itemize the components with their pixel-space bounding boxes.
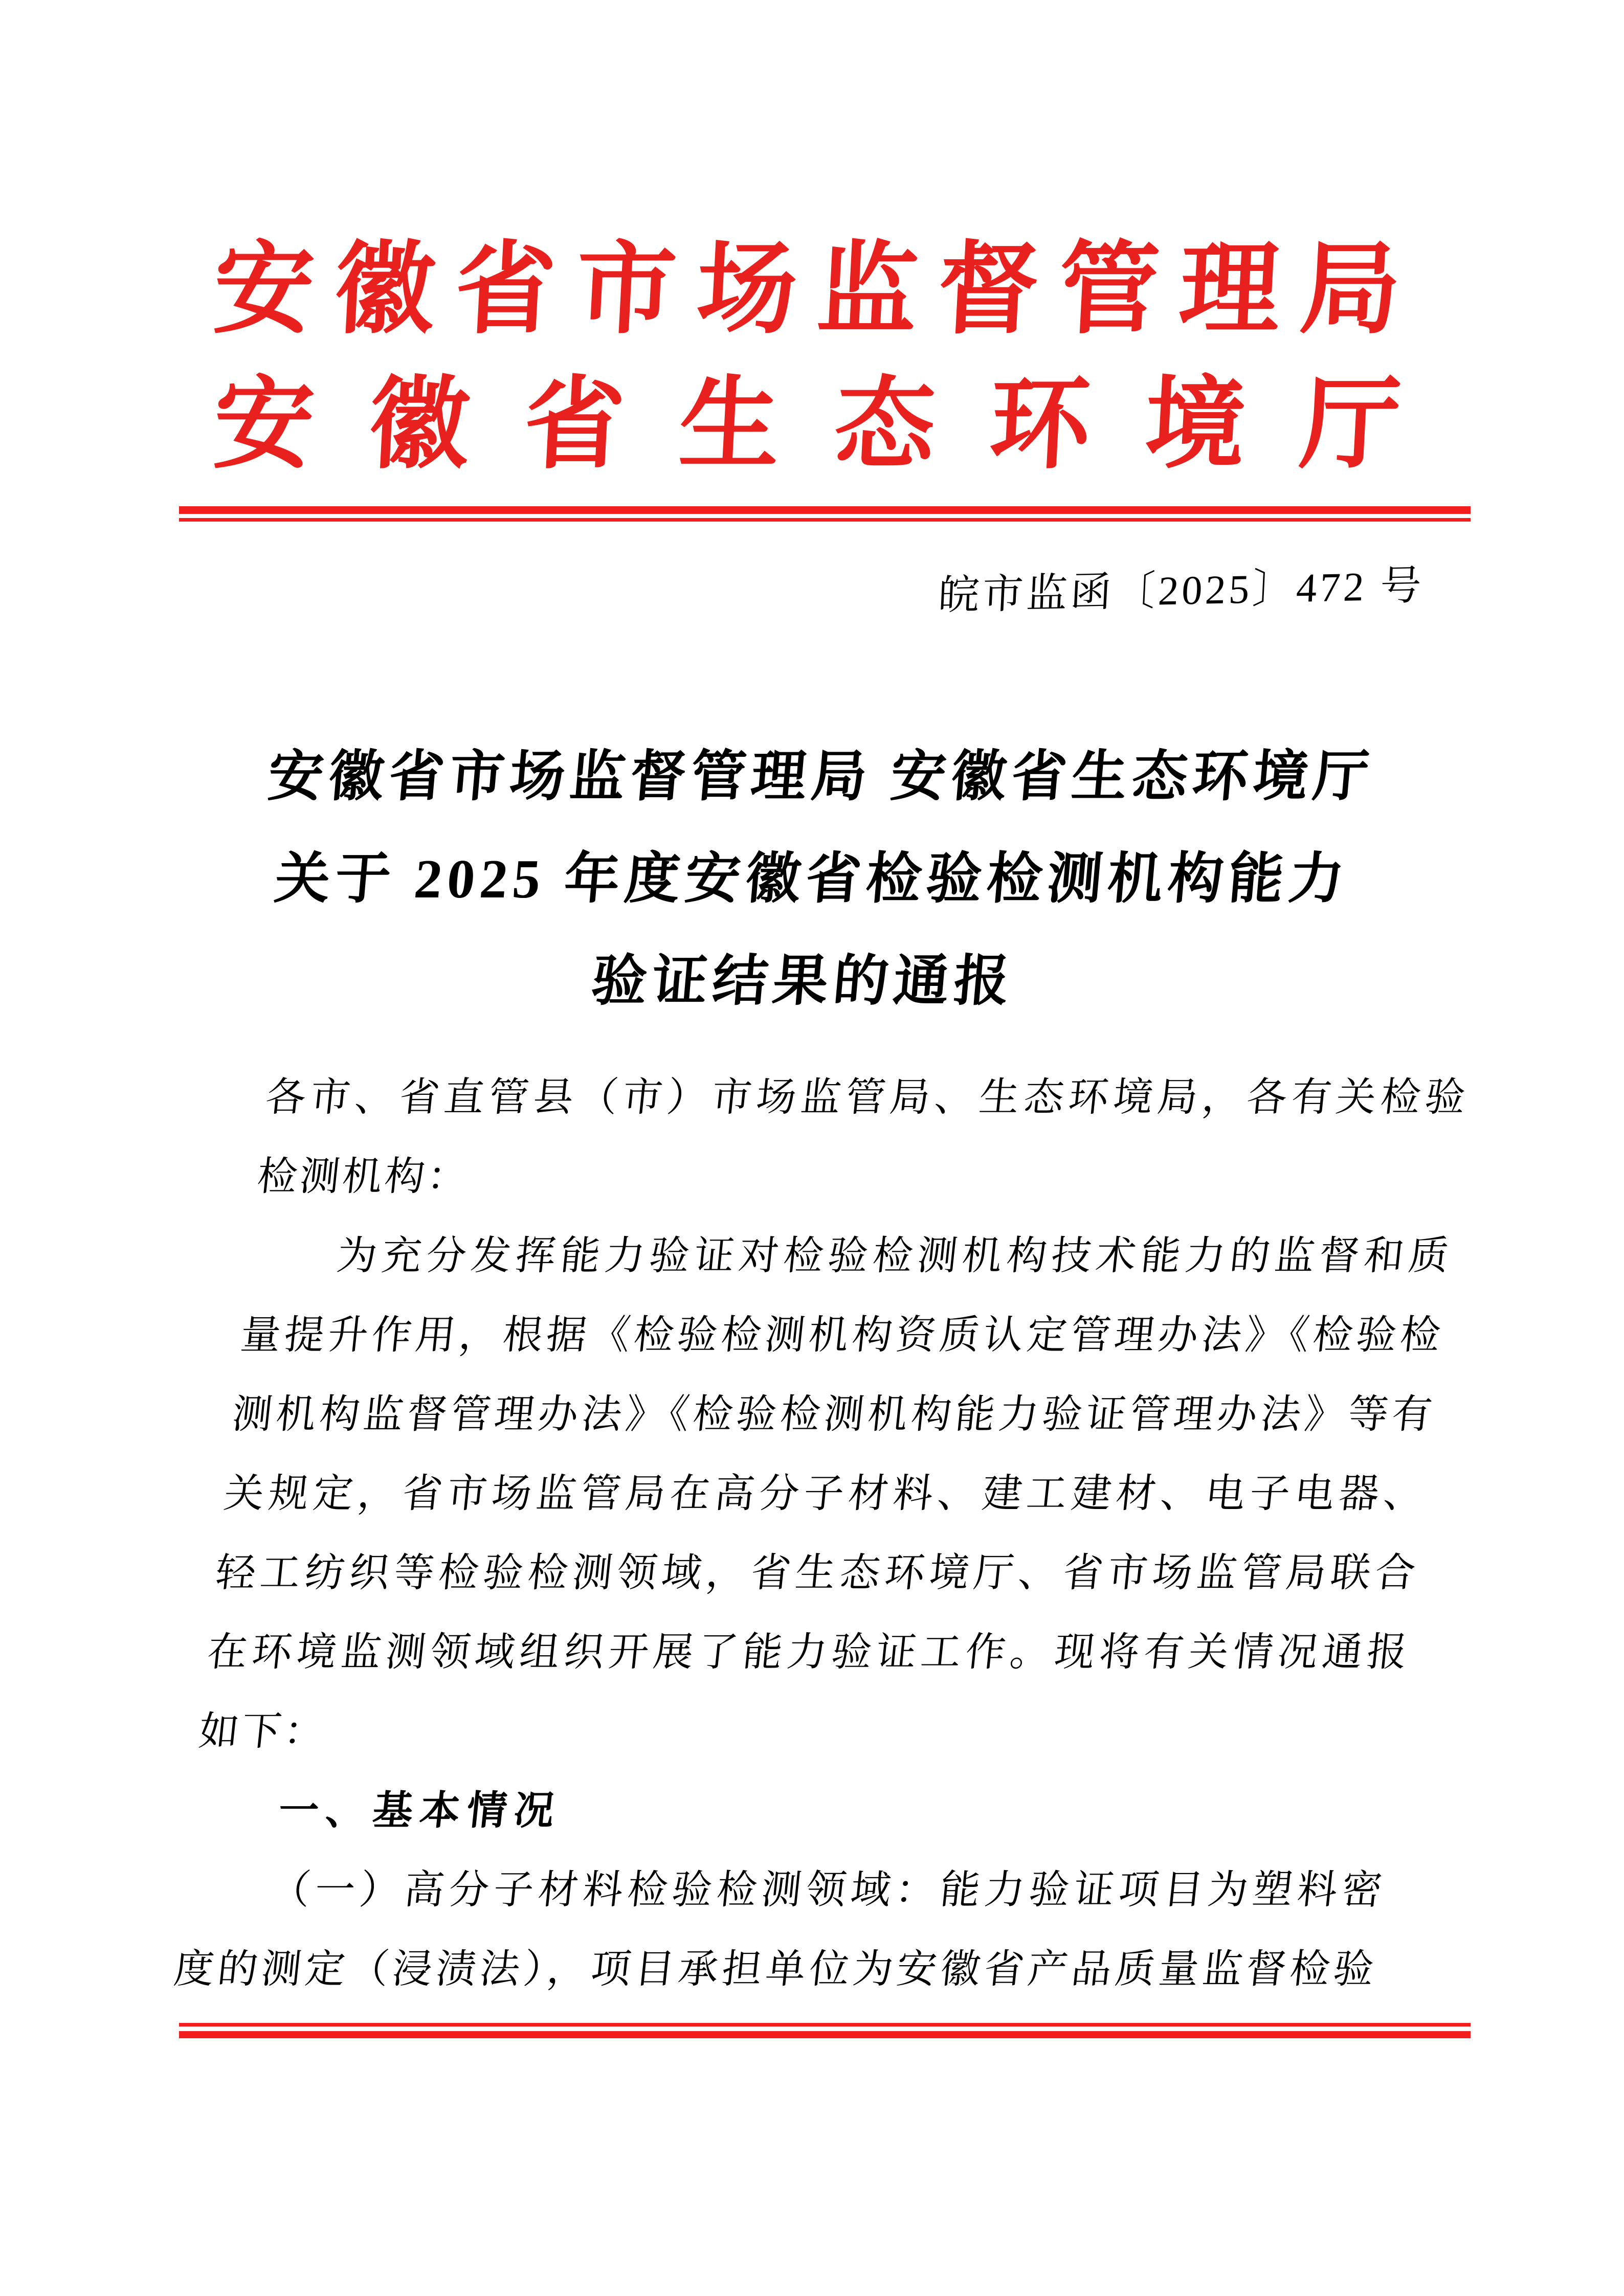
body-line: 关规定，省市场监管局在高分子材料、建工建材、电子电器、 bbox=[221, 1471, 1429, 1516]
body-line: （一）高分子材料检验检测领域：能力验证项目为塑料密 bbox=[268, 1867, 1387, 1912]
header-agency-line-2: 安徽省生态环境厅 bbox=[211, 370, 1414, 481]
doc-number: 皖市监函〔2025〕472 号 bbox=[937, 563, 1426, 619]
title-line-1: 安徽省市场监督管理局 安徽省生态环境厅 bbox=[265, 747, 1376, 807]
body-line: 在环境监测领域组织开展了能力验证工作。现将有关情况通报 bbox=[205, 1630, 1412, 1674]
footer-rule-thin bbox=[179, 2023, 1471, 2027]
body-line: 检测机构： bbox=[255, 1154, 472, 1199]
body-line: 量提升作用，根据《检验检测机构资质认定管理办法》《检验检 bbox=[238, 1313, 1445, 1357]
body-text bbox=[170, 1057, 1472, 2009]
body-line: 测机构监督管理办法》《检验检测机构能力验证管理办法》等有 bbox=[230, 1392, 1437, 1436]
title-line-3: 验证结果的通报 bbox=[589, 951, 1017, 1012]
body-section-heading: 一、基本情况 bbox=[276, 1788, 564, 1833]
body-line: 如下： bbox=[196, 1709, 329, 1753]
header-agency-line-1: 安徽省市场监督管理局 bbox=[211, 235, 1414, 346]
footer-rule-thick bbox=[179, 2031, 1471, 2038]
header-rule-thick bbox=[179, 506, 1471, 514]
body-line: 各市、省直管县（市）市场监管局、生态环境局，各有关检验 bbox=[263, 1075, 1471, 1119]
body-line: 度的测定（浸渍法），项目承担单位为安徽省产品质量监督检验 bbox=[171, 1947, 1378, 1991]
body-line: 轻工纺织等检验检测领域，省生态环境厅、省市场监管局联合 bbox=[213, 1550, 1420, 1595]
header-rule-thin bbox=[179, 518, 1471, 522]
document-title bbox=[0, 726, 1624, 1033]
body-line: 为充分发挥能力验证对检验检测机构技术能力的监督和质 bbox=[335, 1233, 1454, 1278]
title-line-2: 关于 2025 年度安徽省检验检测机构能力 bbox=[272, 849, 1352, 910]
